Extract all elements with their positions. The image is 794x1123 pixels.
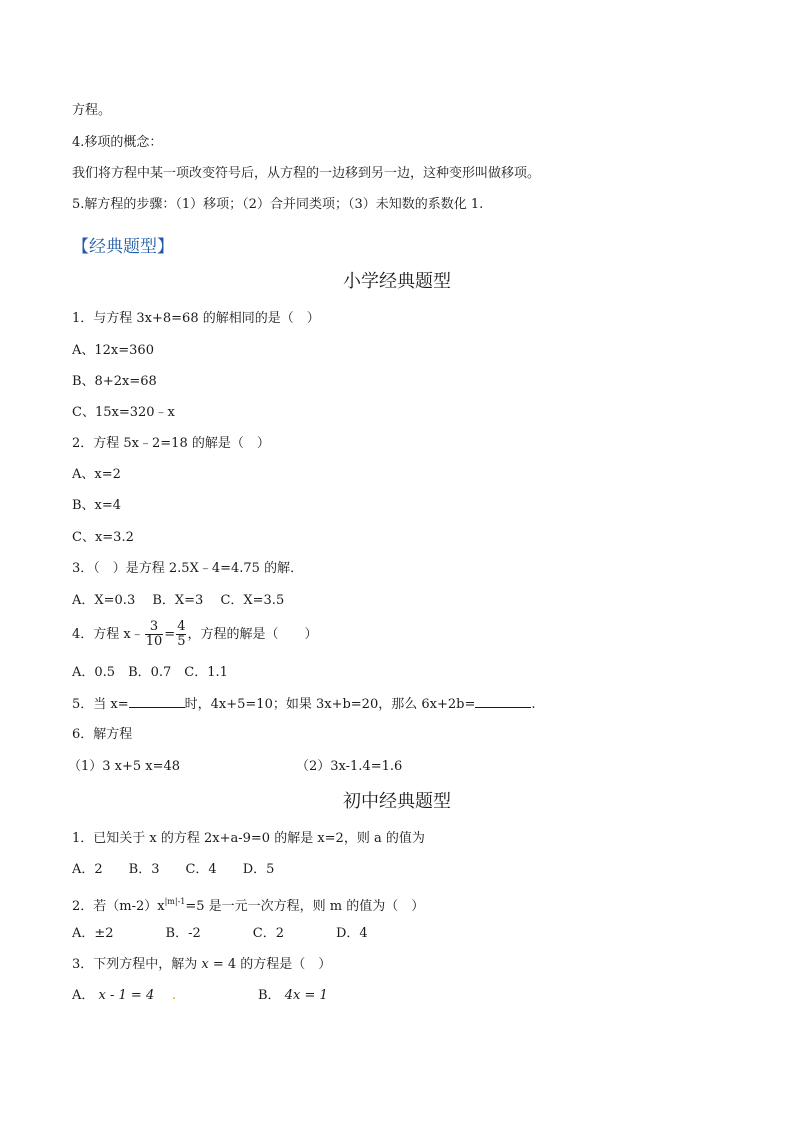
j-q3-option-b bbox=[258, 988, 328, 1004]
p-q5-stem bbox=[72, 696, 535, 713]
p-q6-sub-2: （2）3x-1.4=1.6 bbox=[296, 759, 403, 774]
j-q3-a-expr: x - 1 = 4 bbox=[98, 988, 155, 1003]
j-q2-options: A．±2 B．-2 C．2 D．4 bbox=[72, 926, 368, 941]
j-q3-a-label: A． bbox=[72, 988, 95, 1003]
answer-blank-2[interactable] bbox=[475, 696, 531, 708]
p-q4-stem bbox=[72, 620, 318, 649]
j-q2-post: =5 是一元一次方程，则 m 的值为（ ） bbox=[185, 899, 425, 914]
j-q3-pre: 3．下列方程中，解为 bbox=[72, 957, 202, 972]
p-q1-option-a: A、12x=360 bbox=[72, 343, 154, 358]
fraction-3-10: $\frac{3}{10}$ bbox=[145, 619, 163, 649]
decorative-dot: . bbox=[172, 988, 177, 1003]
p-q4-eq: = bbox=[164, 627, 176, 642]
p-q2-option-c: C、x=3.2 bbox=[72, 530, 134, 545]
j-q3-var: x bbox=[201, 957, 209, 972]
intro-line-1: 方程。 bbox=[72, 103, 112, 118]
j-q1-options: A．2 B．3 C．4 D．5 bbox=[72, 862, 275, 877]
j-q2-stem bbox=[72, 894, 424, 915]
j-q3-option-a bbox=[72, 988, 154, 1004]
p-q4-pre: 4．方程 x﹣ bbox=[72, 627, 144, 642]
p-q2-option-b: B、x=4 bbox=[72, 498, 122, 513]
p-q5-part1: 5．当 x= bbox=[72, 697, 129, 712]
j-q3-eq: = 4 的方程是（ ） bbox=[208, 957, 332, 972]
j-q3-b-label: B． bbox=[258, 988, 281, 1003]
junior-heading: 初中经典题型 bbox=[343, 791, 451, 812]
concept-5-steps: 5.解方程的步骤：（1）移项；（2）合并同类项；（3）未知数的系数化 1. bbox=[72, 197, 484, 212]
p-q6-sub-1: （1）3 x+5 x=48 bbox=[68, 759, 181, 774]
j-q3-stem bbox=[72, 957, 331, 973]
j-q2-pre: 2．若（m-2）x bbox=[72, 899, 165, 914]
p-q1-option-c: C、15x=320﹣x bbox=[72, 405, 175, 420]
p-q4-options: A．0.5 B．0.7 C．1.1 bbox=[72, 665, 228, 680]
concept-4-body: 我们将方程中某一项改变符号后，从方程的一边移到另一边，这种变形叫做移项。 bbox=[72, 166, 541, 181]
p-q5-part2: 时，4x+5=10；如果 3x+b=20，那么 6x+2b= bbox=[184, 697, 476, 712]
j-q1-stem: 1．已知关于 x 的方程 2x+a-9=0 的解是 x=2，则 a 的值为 bbox=[72, 831, 425, 846]
exponent: |m|-1 bbox=[164, 897, 186, 906]
section-title: 【经典题型】 bbox=[72, 237, 174, 257]
p-q3-stem: 3．（ ）是方程 2.5X﹣4=4.75 的解． bbox=[72, 561, 304, 576]
concept-4-title: 4.移项的概念： bbox=[72, 135, 163, 150]
answer-blank-1[interactable] bbox=[129, 696, 185, 708]
p-q2-stem: 2．方程 5x﹣2=18 的解是（ ） bbox=[72, 436, 270, 451]
p-q5-part3: . bbox=[531, 697, 536, 712]
p-q1-option-b: B、8+2x=68 bbox=[72, 374, 157, 389]
j-q3-b-expr: 4x = 1 bbox=[284, 988, 328, 1003]
p-q3-options: A．X=0.3 B．X=3 C．X=3.5 bbox=[72, 593, 285, 608]
p-q6-stem: 6．解方程 bbox=[72, 727, 133, 742]
p-q2-option-a: A、x=2 bbox=[72, 467, 121, 482]
primary-heading: 小学经典题型 bbox=[343, 271, 451, 292]
p-q1-stem: 1．与方程 3x+8=68 的解相同的是（ ） bbox=[72, 311, 320, 326]
p-q4-post: ，方程的解是（ ） bbox=[187, 627, 318, 642]
fraction-4-5: $\frac{4}{5}$ bbox=[177, 619, 186, 649]
